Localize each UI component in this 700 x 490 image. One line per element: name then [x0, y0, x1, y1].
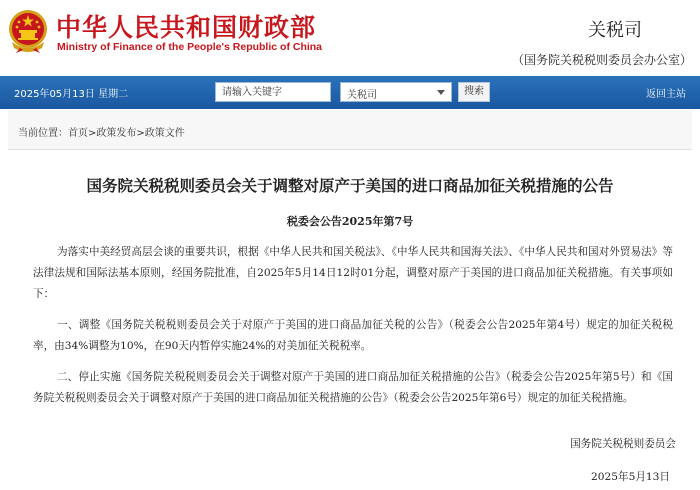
national-emblem-icon[interactable] — [6, 8, 50, 54]
sign-date: 2025年5月13日 — [591, 471, 670, 483]
breadcrumb-prefix: 当前位置： — [18, 128, 68, 139]
current-date: 2025年05月13日 星期二 — [14, 89, 129, 100]
document-number: 税委会公告2025年第7号 — [286, 215, 414, 228]
article-title: 国务院关税税则委员会关于调整对原产于美国的进口商品加征关税措施的公告 — [86, 176, 614, 195]
breadcrumb-item-policy-release[interactable]: 政策发布 — [96, 128, 137, 139]
breadcrumb-separator: > — [88, 128, 97, 139]
chevron-down-icon — [437, 90, 445, 95]
signatory: 国务院关税税则委员会 — [570, 438, 676, 450]
department-name: 关税司 — [588, 20, 642, 41]
department-subtitle: （国务院关税税则委员会办公室） — [511, 53, 692, 67]
article-paragraph: 一、调整《国务院关税税则委员会关于对原产于美国的进口商品加征关税的公告》（税委会公告2025年第4号）规定的加征关税税率，由34%调整为10%，在90天内暂停实施24%的对美加征关税税率。 — [33, 319, 673, 352]
search-scope-value: 关税司 — [347, 90, 377, 101]
search-input[interactable] — [215, 82, 331, 102]
search-button[interactable]: 搜索 — [458, 82, 490, 102]
article-paragraph: 二、停止实施《国务院关税税则委员会关于调整对原产于美国的进口商品加征关税措施的公告》（税委会公告2025年第5号）和《国务院关税税则委员会关于调整对原产于美国的进口商品加征关税措施的公告》（税委会公告2025年第6号）规定的加征关税措施。 — [33, 371, 673, 404]
site-header — [0, 0, 700, 76]
article-content — [8, 150, 692, 490]
breadcrumb-item-policy-documents[interactable]: 政策文件 — [144, 128, 185, 139]
brand-title-cn[interactable]: 中华人民共和国财政部 — [56, 13, 317, 42]
search-scope-select[interactable] — [340, 82, 452, 102]
article-paragraph: 为落实中美经贸高层会谈的重要共识，根据《中华人民共和国关税法》、《中华人民共和国海关法》、《中华人民共和国对外贸易法》等法律法规和国际法基本原则，经国务院批准，自2025年5月14日12时01分起，调整对原产于美国的进口商品加征关税措施。有关事项如下： — [33, 246, 673, 300]
breadcrumb-separator: > — [136, 128, 145, 139]
brand-title-en[interactable]: Ministry of Finance of the People's Republic of China — [57, 41, 323, 53]
breadcrumb-item-home[interactable]: 首页 — [68, 128, 88, 139]
breadcrumb — [8, 110, 692, 150]
return-home-link[interactable]: 返回主站 — [646, 89, 686, 100]
nav-bar — [0, 76, 700, 109]
